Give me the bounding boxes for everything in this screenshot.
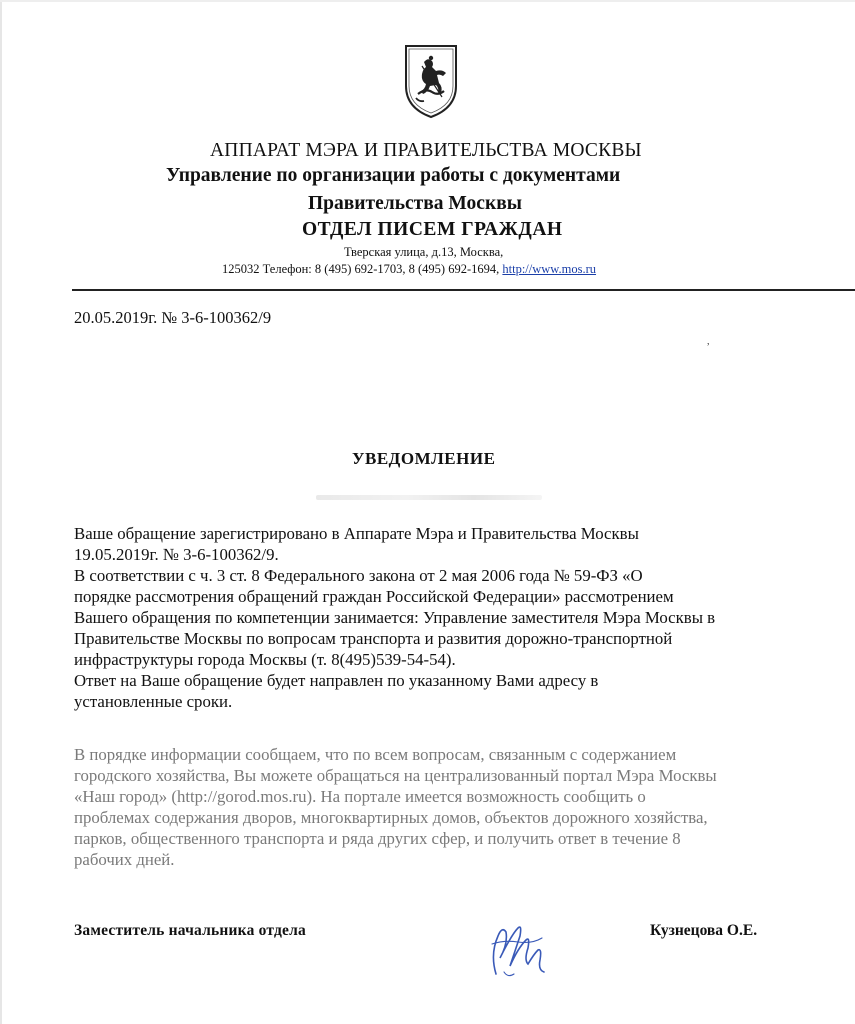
page-edge-top	[0, 0, 855, 2]
info-line: проблемах содержания дворов, многоквартирных домов, объектов дорожного хозяйства,	[74, 808, 708, 827]
signatory-name: Кузнецова О.Е.	[650, 922, 758, 939]
body-line: 19.05.2019г. № 3-6-100362/9.	[74, 545, 279, 564]
redacted-recipient	[316, 495, 542, 500]
page-edge	[0, 0, 2, 1024]
info-line: «Наш город» (http://gorod.mos.ru). На портале имеется возможность сообщить о	[74, 787, 646, 806]
header-divider	[72, 289, 855, 291]
body-line: инфраструктуры города Москвы (т. 8(495)539-54-54).	[74, 650, 456, 669]
body-line: Ваше обращение зарегистрировано в Аппарате Мэра и Правительства Москвы	[74, 524, 639, 543]
phone-numbers: 125032 Телефон: 8 (495) 692-1703, 8 (495) 692-1694,	[222, 262, 503, 276]
organization-name: АППАРАТ МЭРА И ПРАВИТЕЛЬСТВА МОСКВЫ	[210, 140, 642, 161]
info-line: В порядке информации сообщаем, что по всем вопросам, связанным с содержанием	[74, 745, 677, 764]
moscow-coat-of-arms-icon	[400, 42, 462, 120]
body-line: В соответствии с ч. 3 ст. 8 Федерального закона от 2 мая 2006 года № 59-ФЗ «О	[74, 566, 643, 585]
document-title: УВЕДОМЛЕНИЕ	[352, 449, 496, 468]
handwritten-signature	[484, 914, 554, 986]
body-line: установленные сроки.	[74, 692, 233, 711]
info-line: парков, общественного транспорта и ряда других сфер, и получить ответ в течение 8	[74, 829, 681, 848]
department-name-cont: Правительства Москвы	[308, 193, 522, 214]
contacts	[222, 262, 596, 277]
website-link[interactable]: http://www.mos.ru	[502, 262, 597, 276]
division-name: ОТДЕЛ ПИСЕМ ГРАЖДАН	[302, 219, 563, 240]
body-line: Вашего обращения по компетенции занимается: Управление заместителя Мэра Москвы в	[74, 608, 716, 627]
registration-number: 20.05.2019г. № 3-6-100362/9	[74, 308, 272, 327]
address: Тверская улица, д.13, Москва,	[344, 245, 504, 259]
signatory-position: Заместитель начальника отдела	[74, 922, 306, 939]
body-line: Ответ на Ваше обращение будет направлен по указанному Вами адресу в	[74, 671, 599, 690]
stray-mark: ,	[707, 336, 710, 347]
department-name: Управление по организации работы с документами	[166, 165, 621, 186]
body-line: порядке рассмотрения обращений граждан Российской Федерации» рассмотрением	[74, 587, 674, 606]
info-line: городского хозяйства, Вы можете обращаться на централизованный портал Мэра Москвы	[74, 766, 717, 785]
info-line: рабочих дней.	[74, 850, 175, 869]
body-line: Правительстве Москвы по вопросам транспорта и развития дорожно-транспортной	[74, 629, 673, 648]
